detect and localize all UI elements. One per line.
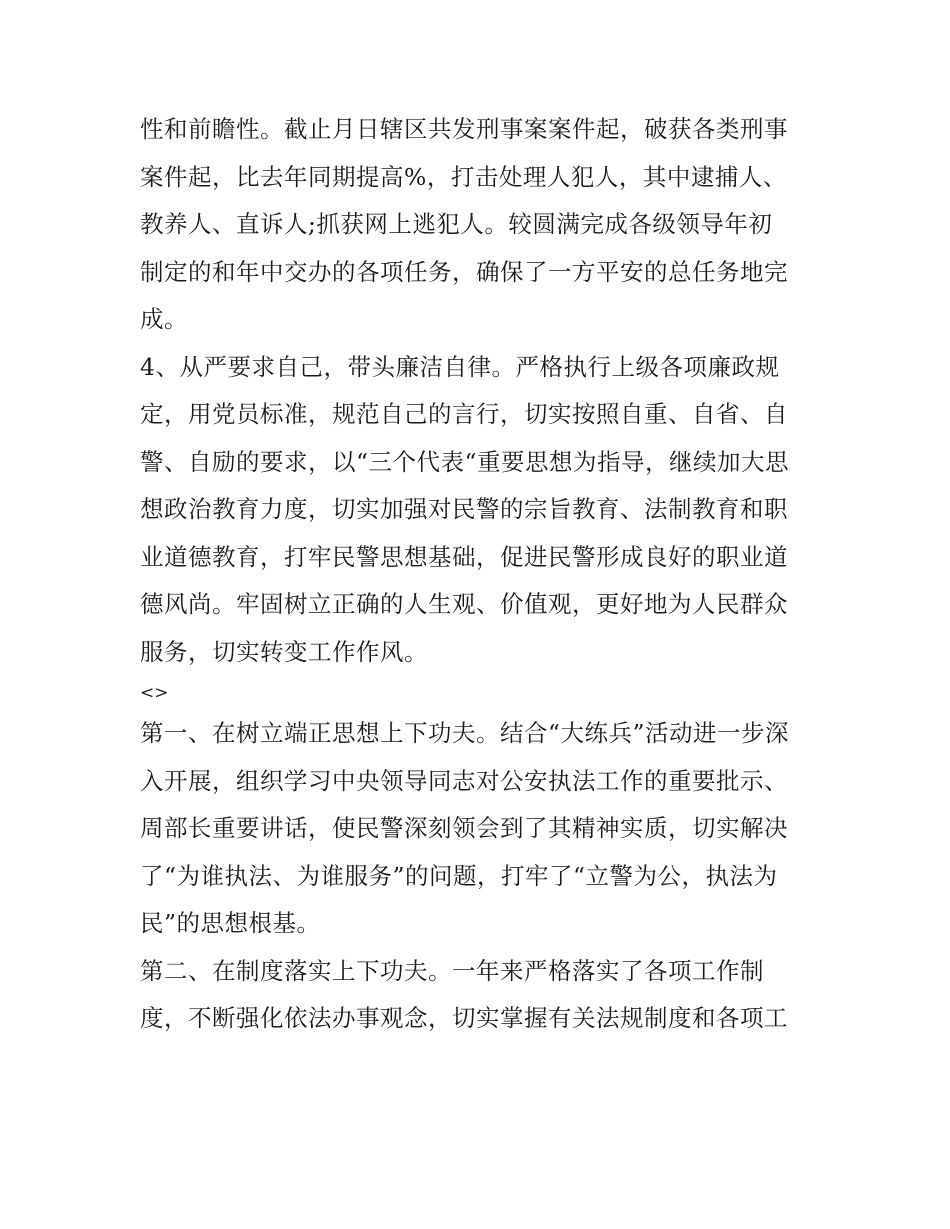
text-line: 想政治教育力度，切实加强对民警的宗旨教育、法制教育和职 xyxy=(140,495,788,523)
text-line: 第二、在制度落实上下功夫。一年来严格落实了各项工作制 xyxy=(140,956,764,985)
text-line: 教养人、直诉人;抓获网上逃犯人。较圆满完成各级领导年初 xyxy=(140,210,773,238)
text-line: 警、自励的要求，以“三个代表“重要思想为指导，继续加大思 xyxy=(140,447,790,476)
text-line: 了“为谁执法、为谁服务”的问题，打牢了“立警为公，执法为 xyxy=(140,861,778,890)
paragraph-second-point xyxy=(140,948,812,1043)
document-page xyxy=(140,106,812,1043)
section-marker xyxy=(140,676,812,710)
section-marker-text: <> xyxy=(140,683,169,703)
paragraph-self-discipline xyxy=(140,344,812,677)
text-line: 4、从严要求自己，带头廉洁自律。严格执行上级各项廉政规 xyxy=(140,352,780,381)
text-line: 业道德教育，打牢民警思想基础，促进民警形成良好的职业道 xyxy=(140,542,788,571)
text-line: 案件起，比去年同期提高%，打击处理人犯人，其中逮捕人、 xyxy=(140,162,787,191)
paragraph-first-point xyxy=(140,710,812,948)
text-line: 度，不断强化依法办事观念，切实掌握有关法规制度和各项工 xyxy=(140,1004,788,1032)
text-line: 性和前瞻性。截止月日辖区共发刑事案案件起，破获各类刑事 xyxy=(140,115,788,143)
text-line: 成。 xyxy=(140,305,188,333)
text-line: 第一、在树立端正思想上下功夫。结合“大练兵”活动进一步深 xyxy=(140,719,790,747)
text-line: 制定的和年中交办的各项任务，确保了一方平安的总任务地完 xyxy=(140,257,788,286)
text-line: 入开展，组织学习中央领导同志对公安执法工作的重要批示、 xyxy=(140,766,788,795)
text-line: 德风尚。牢固树立正确的人生观、价值观，更好地为人民群众 xyxy=(140,590,788,618)
text-line: 民”的思想根基。 xyxy=(140,909,321,937)
text-line: 服务，切实转变工作作风。 xyxy=(140,637,428,666)
text-line: 周部长重要讲话，使民警深刻领会到了其精神实质，切实解决 xyxy=(140,814,788,842)
paragraph-results xyxy=(140,106,812,344)
text-line: 定，用党员标准，规范自己的言行，切实按照自重、自省、自 xyxy=(140,400,788,428)
